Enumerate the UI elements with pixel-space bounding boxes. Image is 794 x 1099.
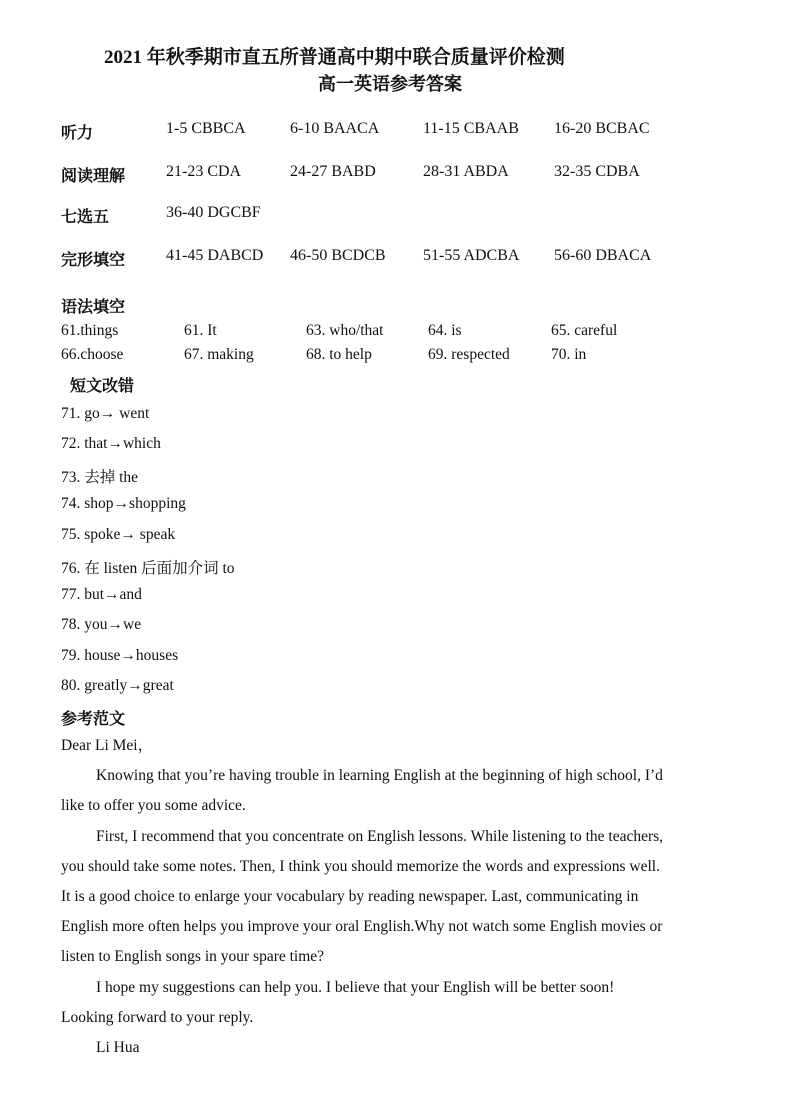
correction-item: 73. 去掉 the (61, 469, 139, 486)
essay-line: Knowing that you’re having trouble in learning English at the beginning of high school, I’d (96, 767, 663, 784)
answer-cell: 1-5 CBBCA (166, 120, 246, 137)
essay-signature: Li Hua (96, 1039, 140, 1056)
correction-item: 80. greatly→great (61, 677, 174, 694)
essay-line: First, I recommend that you concentrate on English lessons. While listening to the teachers, (96, 828, 664, 845)
section-label-listening: 听力 (61, 125, 94, 142)
answer-cell: 32-35 CDBA (554, 163, 640, 180)
answer-cell: 46-50 BCDCB (290, 247, 386, 264)
grammar-answer: 67. making (184, 346, 254, 363)
answer-cell: 51-55 ADCBA (423, 247, 520, 264)
answer-cell: 28-31 ABDA (423, 163, 509, 180)
essay-salutation: Dear Li Mei， (61, 737, 154, 754)
answer-cell: 21-23 CDA (166, 163, 242, 180)
correction-item: 74. shop→shopping (61, 495, 186, 512)
page-title: 2021 年秋季期市直五所普通高中期中联合质量评价检测 (104, 47, 565, 68)
section-label-reading: 阅读理解 (61, 168, 126, 185)
grammar-answer: 66.choose (61, 346, 124, 363)
page-subtitle: 高一英语参考答案 (318, 74, 462, 94)
correction-item: 75. spoke→ speak (61, 526, 176, 543)
grammar-answer: 65. careful (551, 322, 618, 339)
essay-line: you should take some notes. Then, I think you should memorize the words and expressions well. (61, 858, 660, 875)
essay-line: English more often helps you improve your oral English.Why not watch some English movies or (61, 918, 663, 935)
correction-item: 79. house→houses (61, 647, 179, 664)
correction-item: 72. that→which (61, 435, 161, 452)
section-label-grammar: 语法填空 (61, 299, 126, 316)
essay-line: Looking forward to your reply. (61, 1009, 254, 1026)
essay-line: It is a good choice to enlarge your vocabulary by reading newspaper. Last, communicating in (61, 888, 639, 905)
correction-item: 78. you→we (61, 616, 142, 633)
grammar-answer: 70. in (551, 346, 587, 363)
section-label-cloze: 完形填空 (61, 252, 126, 269)
grammar-answer: 61.things (61, 322, 119, 339)
section-label-seven-choose-five: 七选五 (61, 209, 110, 226)
section-label-error-correction: 短文改错 (70, 378, 135, 395)
grammar-answer: 64. is (428, 322, 462, 339)
answer-cell: 36-40 DGCBF (166, 204, 261, 221)
answer-cell: 11-15 CBAAB (423, 120, 519, 137)
answer-cell: 56-60 DBACA (554, 247, 652, 264)
grammar-answer: 61. It (184, 322, 217, 339)
correction-item: 71. go→ went (61, 405, 150, 422)
answer-cell: 16-20 BCBAC (554, 120, 650, 137)
essay-line: I hope my suggestions can help you. I believe that your English will be better soon! (96, 979, 615, 996)
answer-cell: 6-10 BAACA (290, 120, 380, 137)
correction-item: 76. 在 listen 后面加介词 to (61, 560, 235, 577)
section-label-sample-essay: 参考范文 (61, 711, 126, 728)
essay-line: like to offer you some advice. (61, 797, 246, 814)
grammar-answer: 63. who/that (306, 322, 384, 339)
grammar-answer: 68. to help (306, 346, 372, 363)
essay-line: listen to English songs in your spare time? (61, 948, 325, 965)
grammar-answer: 69. respected (428, 346, 510, 363)
correction-item: 77. but→and (61, 586, 142, 603)
answer-cell: 24-27 BABD (290, 163, 376, 180)
answer-cell: 41-45 DABCD (166, 247, 264, 264)
